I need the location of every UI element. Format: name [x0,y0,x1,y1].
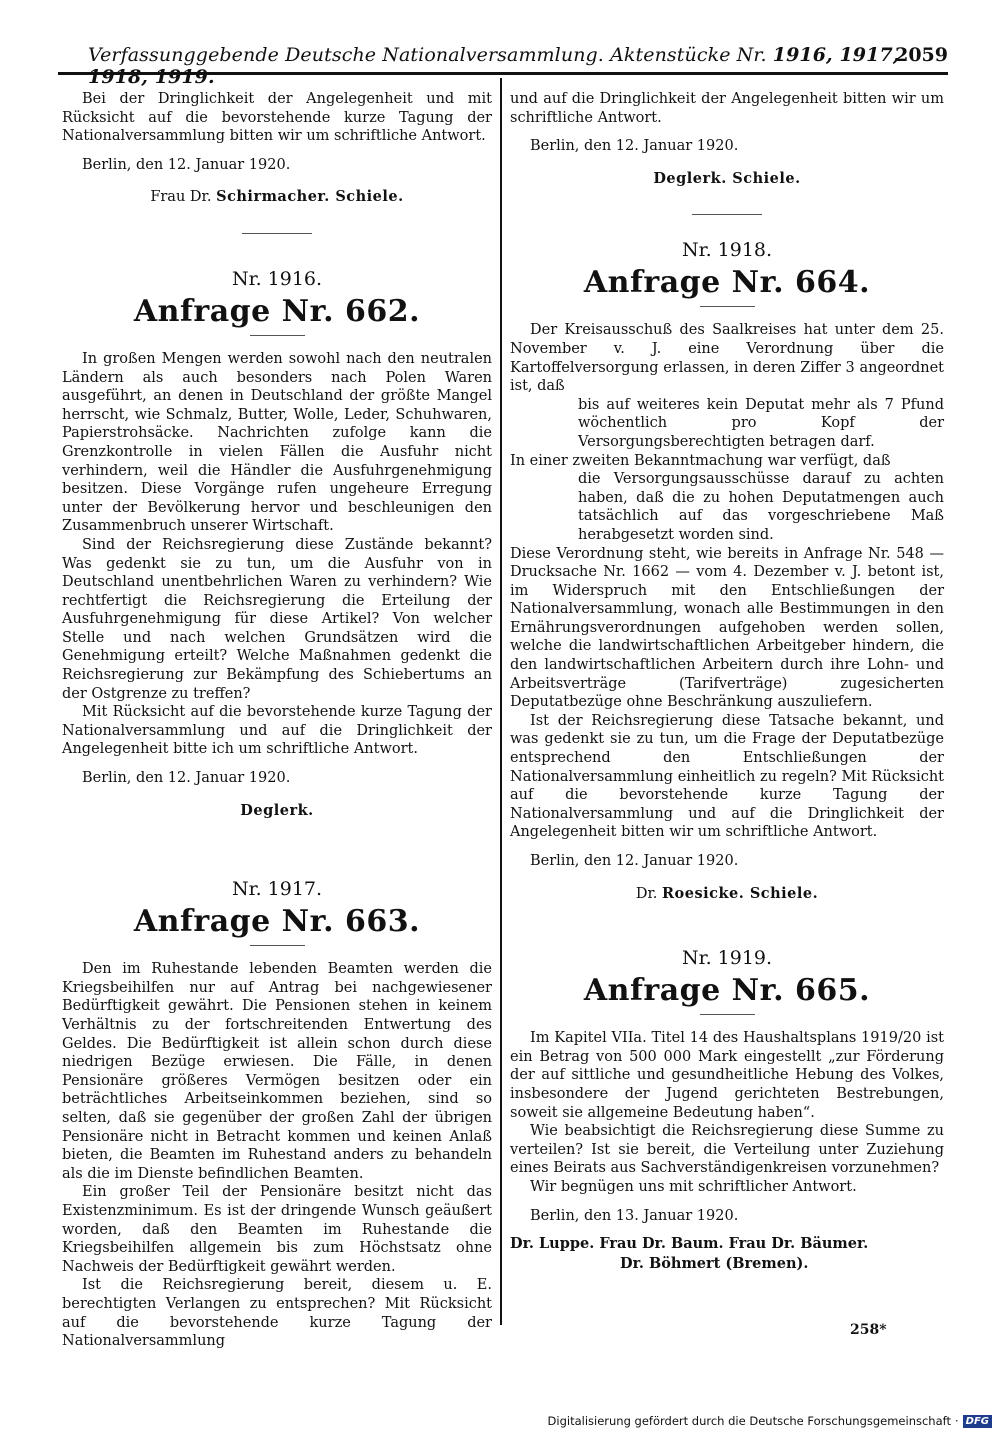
section-1918-paragraph: Diese Verordnung steht, wie bereits in Anfrage Nr. 548 — Drucksache Nr. 1662 — vom 4. Dezember v. J. betont ist, im Widerspruch mit den Entschließungen der Nationalversammlung, wonach alle Bestimmungen in den Ernährungsverordnungen aufgehoben werden sollen, welche die landwirtschaftlichen Arbeitgeber hindern, die den landwirtschaftlichen Arbeitern durch ihre Lohn- und Arbeitsverträge (Tarifverträge) zugesicherten Deputatbezüge ohne Beschränkung auszuliefern. [510,545,944,711]
header-document-numbers: 1916, 1917, 1918, 1919. [88,44,900,88]
right-column [510,90,944,1273]
section-1916-paragraph: In großen Mengen werden sowohl nach den neutralen Ländern als auch besonders nach Polen Waren ausgeführt, an denen in Deutschland der größte Mangel herrscht, wie Schmalz, Butter, Wolle, Leder, Schuhwaren, Papierstrohsäcke. Nachrichten zufolge kann die Grenzkontrolle in vielen Fällen die Ausfuhr nicht verhindern, weil die Händler die Ausfuhrgenehmigung besitzen. Diese Vorgänge rufen ungeheure Erregung unter der Bevölkerung hervor und beschleunigen den Zusammenbruch unserer Wirtschaft. [62,350,492,535]
section-1917-number: Nr. 1917. [231,878,323,901]
dfg-logo: DFG [963,1415,992,1428]
sheet-mark: 258* [850,1322,887,1338]
section-1918-quote: die Versorgungsausschüsse darauf zu achten haben, daß die zu hohen Deputatmengen auch tatsächlich auf das vorgeschriebene Maß herabgesetzt worden sind. [578,471,944,543]
section-1919-title: Anfrage Nr. 665. [583,973,871,1009]
continued-paragraph: und auf die Dringlichkeit der Angelegenheit bitten wir um schriftliche Antwort. [510,91,944,126]
section-1919-signature-line1: Dr. Luppe. Frau Dr. Baum. Frau Dr. Bäumer. [510,1235,869,1253]
section-1918-date: Berlin, den 12. Januar 1920. [530,853,739,869]
digitization-footer [548,1414,992,1428]
section-1916-number: Nr. 1916. [231,267,323,290]
title-rule [700,1014,755,1015]
continued-signature-names: Deglerk. Schiele. [653,169,801,187]
title-rule [250,335,305,336]
section-1918-quote: bis auf weiteres kein Deputat mehr als 7 Pfund wöchentlich pro Kopf der Versorgungsberechtigten betragen darf. [578,396,944,450]
continued-date: Berlin, den 12. Januar 1920. [530,138,739,155]
section-1918-number: Nr. 1918. [681,239,773,262]
section-1918-signature [510,885,944,904]
section-1917-paragraph: Ist die Reichsregierung bereit, diesem u. E. berechtigten Verlangen zu entsprechen? Mit Rücksicht auf die bevorstehende kurze Tagung der Nationalversammlung [62,1277,492,1350]
section-separator [242,233,312,234]
footer-text: Digitalisierung gefördert durch die Deutsche Forschungsgemeinschaft [547,1414,951,1428]
section-1918-title: Anfrage Nr. 664. [583,265,871,301]
section-1916-title: Anfrage Nr. 662. [133,293,421,329]
section-1916-signature-name: Deglerk. [240,801,314,819]
intro-paragraph: Bei der Dringlichkeit der Angelegenheit und mit Rücksicht auf die bevorstehende kurze Tagung der Nationalversammlung bitten wir um schriftliche Antwort. [62,91,492,145]
section-1916-signature [62,802,492,821]
intro-signature-prefix: Frau Dr. [150,189,212,206]
section-1919-paragraph: Im Kapitel VIIa. Titel 14 des Haushaltsplans 1919/20 ist ein Betrag von 500 000 Mark eingestellt „zur Förderung der auf sittliche und gesundheitliche Hebung des Volkes, insbesondere der Jugend gerichteten Bestrebungen, soweit sie allgemeine Bedeutung haben“. [510,1030,944,1121]
footer-dot: · [955,1414,959,1428]
left-column [62,90,492,1351]
section-1918-signature-prefix: Dr. [635,885,658,902]
title-rule [250,945,305,946]
page-number: 2059 [895,44,948,66]
section-1918-paragraph: Ist der Reichsregierung diese Tatsache bekannt, und was gedenkt sie zu tun, um die Frage der Deputatbezüge entsprechend den Entschließungen der Nationalversammlung einheitlich zu regeln? Mit Rücksicht auf die bevorstehende kurze Tagung der Nationalversammlung und auf die Dringlichkeit der Angelegenheit bitten wir um schriftliche Antwort. [510,712,944,841]
section-1919-date: Berlin, den 13. Januar 1920. [530,1207,739,1224]
section-1918-signature-names: Roesicke. Schiele. [662,884,819,902]
section-separator [692,214,762,215]
section-1919-paragraph: Wie beabsichtigt die Reichsregierung diese Summe zu verteilen? Ist sie bereit, die Verteilung unter Zuziehung eines Beirats aus Sachverständigenkreisen vorzunehmen? [510,1123,944,1177]
section-1919-signature-line2: Dr. Böhmert (Bremen). [620,1254,809,1272]
section-1918-paragraph: In einer zweiten Bekanntmachung war verfügt, daß [510,452,891,469]
section-1918-paragraph: Der Kreisausschuß des Saalkreises hat unter dem 25. November v. J. eine Verordnung über die Kartoffelversorgung erlassen, in deren Ziffer 3 angeordnet ist, daß [510,322,944,395]
header-title [88,44,948,88]
column-divider [500,78,502,1325]
intro-date: Berlin, den 12. Januar 1920. [82,156,291,173]
section-1916-paragraph: Mit Rücksicht auf die bevorstehende kurze Tagung der Nationalversammlung und auf die Dringlichkeit der Angelegenheit bitte ich um schriftliche Antwort. [62,704,492,758]
running-header [58,42,948,88]
section-1917-title: Anfrage Nr. 663. [133,904,421,940]
section-1916-date: Berlin, den 12. Januar 1920. [82,770,291,787]
continued-signature [510,170,944,189]
title-rule [700,306,755,307]
intro-signature-names: Schirmacher. Schiele. [216,188,404,206]
section-1917-paragraph: Ein großer Teil der Pensionäre besitzt nicht das Existenzminimum. Es ist der dringende Wunsch geäußert worden, daß den Beamten im Ruhestande die Kriegsbeihilfen allgemein bis zum Höchstsatz ohne Nachweis der Bedürftigkeit gewährt werden. [62,1184,492,1275]
section-1919-number: Nr. 1919. [681,947,773,970]
section-1916-paragraph: Sind der Reichsregierung diese Zustände bekannt? Was gedenkt sie zu tun, um die Ausfuhr von in Deutschland unentbehrlichen Waren zu verhindern? Wie rechtfertigt die Reichsregierung die Erteilung der Ausfuhrgenehmigung für diese Artikel? Von welcher Stelle und nach welchen Grundsätzen wird die Genehmigung erteilt? Welche Maßnahmen gedenkt die Reichsregierung zur Bekämpfung des Schiebertums an der Ostgrenze zu treffen? [62,536,492,702]
intro-signature [62,188,492,207]
section-1919-paragraph: Wir begnügen uns mit schriftlicher Antwort. [530,1178,857,1195]
section-1917-paragraph: Den im Ruhestande lebenden Beamten werden die Kriegsbeihilfen nur auf Antrag bei nachgewiesener Bedürftigkeit gewährt. Die Pensionen stehen in keinem Verhältnis zu der fortschreitenden Entwertung des Geldes. Die Bedürftigkeit ist allein schon durch diese niedrigen Bezüge erwiesen. Die Fälle, in denen Pensionäre größeres Vermögen besitzen oder ein beträchtliches Arbeitseinkommen beziehen, sind so selten, daß sie gegenüber der großen Zahl der übrigen Pensionäre nicht in Betracht kommen und keinen Anlaß bieten, die Beamten im Ruhestand anders zu behandeln als die im Dienste befindlichen Beamten. [62,961,492,1182]
header-title-text: Verfassunggebende Deutsche Nationalversammlung. Aktenstücke Nr. [88,44,767,66]
